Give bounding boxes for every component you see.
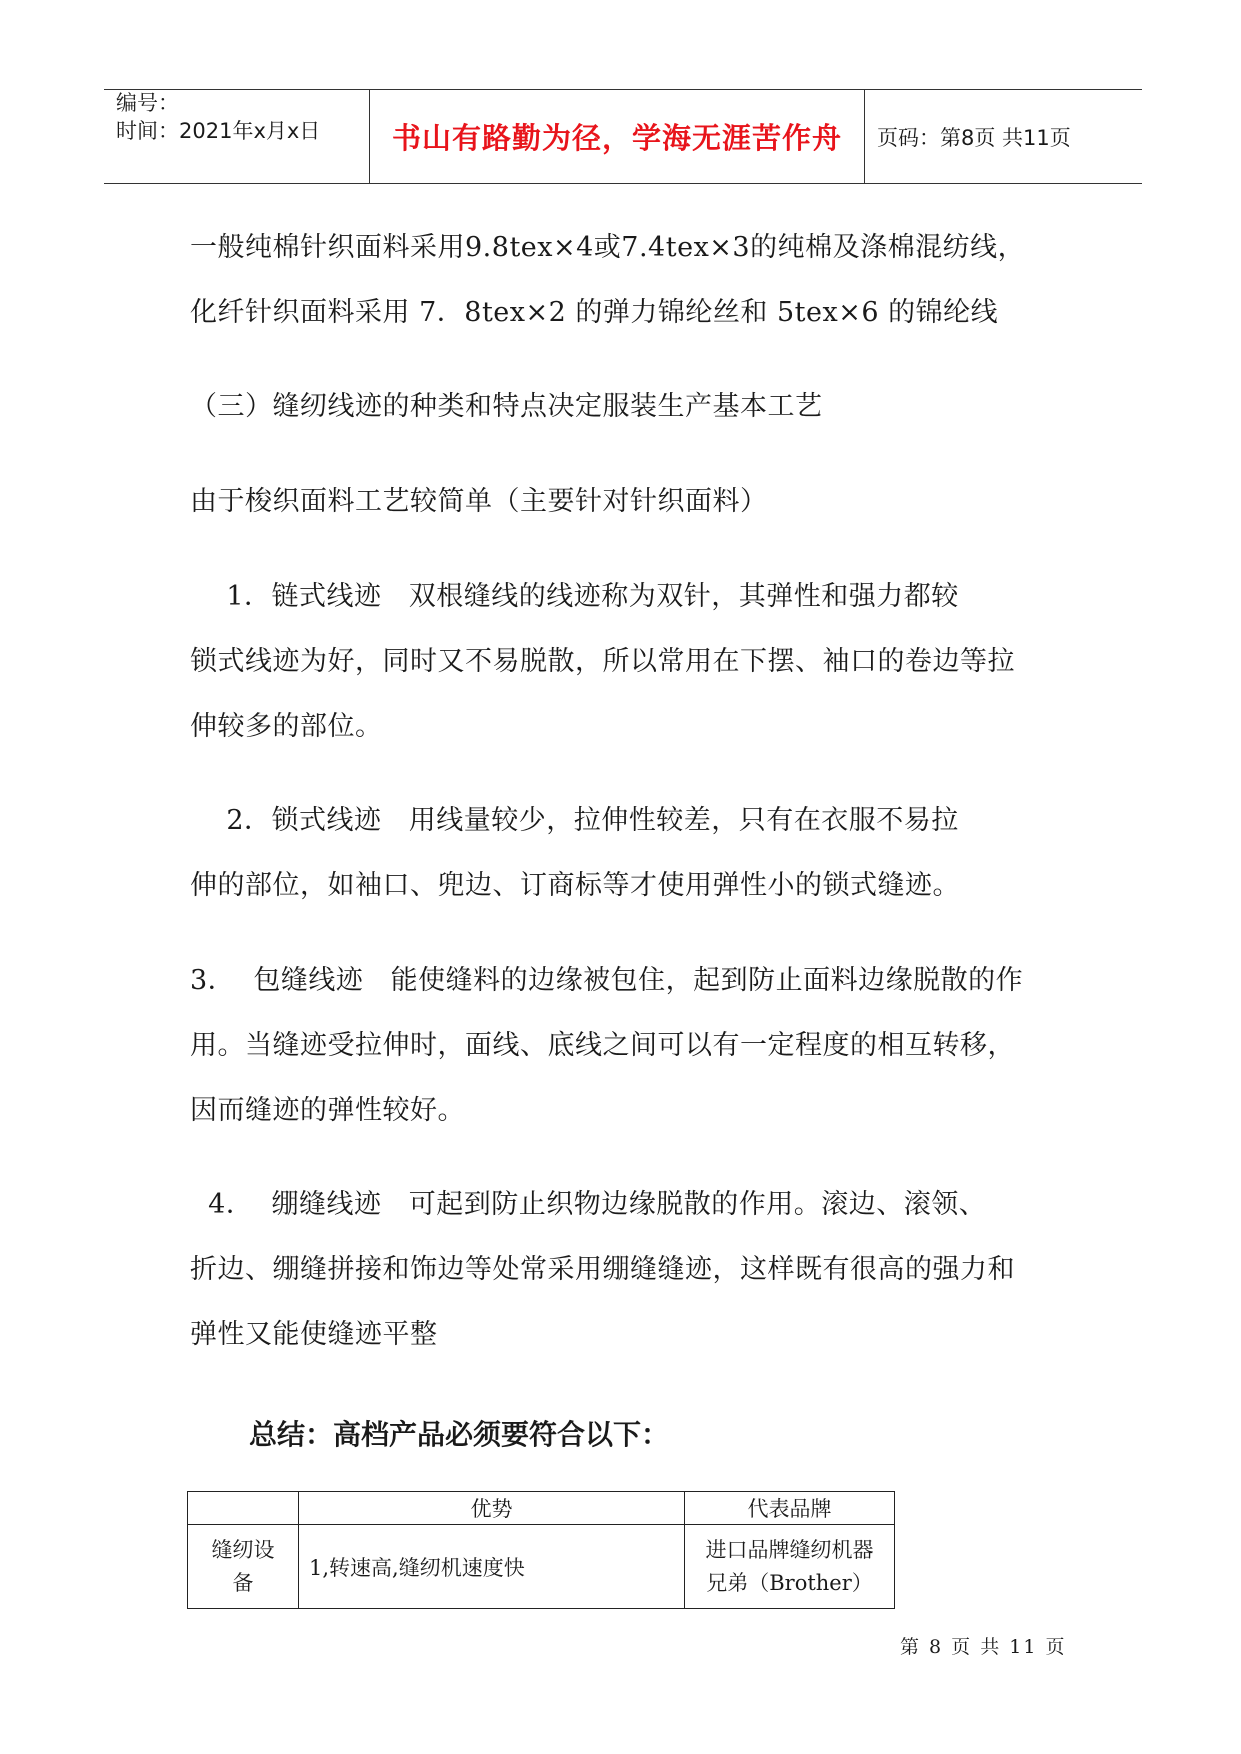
table-header-cell: 优势 bbox=[299, 1492, 685, 1525]
paragraph-line: 4． 绷缝线迹 可起到防止织物边缘脱散的作用。滚边、滚领、 bbox=[190, 1189, 987, 1220]
paragraph-line: 锁式线迹为好，同时又不易脱散，所以常用在下摆、袖口的卷边等拉 bbox=[190, 646, 1015, 677]
header-page-info bbox=[865, 90, 1142, 183]
table-cell-brand bbox=[685, 1525, 895, 1609]
category-text: 缝纫设备 bbox=[211, 1537, 275, 1595]
paragraph-line: 折边、绷缝拼接和饰边等处常采用绷缝缝迹，这样既有很高的强力和 bbox=[190, 1254, 1015, 1285]
paragraph-line: 用。当缝迹受拉伸时，面线、底线之间可以有一定程度的相互转移， bbox=[190, 1030, 1015, 1061]
table-header-row bbox=[188, 1492, 895, 1525]
table-cell-advantage: 1,转速高,缝纫机速度快 bbox=[299, 1525, 685, 1609]
time-label: 时间：2021年x月x日 bbox=[116, 119, 321, 143]
paragraph-line: 化纤针织面料采用 7．8tex×2 的弹力锦纶丝和 5tex×6 的锦纶线 bbox=[190, 297, 999, 328]
section-heading: （三）缝纫线迹的种类和特点决定服装生产基本工艺 bbox=[190, 391, 823, 422]
paragraph-line: 一般纯棉针织面料采用9.8tex×4或7.4tex×3的纯棉及涤棉混纺线， bbox=[190, 232, 1026, 263]
header-motto: 书山有路勤为径，学海无涯苦作舟 bbox=[369, 90, 865, 183]
page-label: 页码：第8页 共11页 bbox=[877, 125, 1071, 150]
paragraph-line: 1．链式线迹 双根缝线的线迹称为双针，其弹性和强力都较 bbox=[190, 581, 959, 612]
table-header-cell bbox=[188, 1492, 299, 1525]
paragraph-line: 因而缝迹的弹性较好。 bbox=[190, 1095, 465, 1126]
table-row bbox=[188, 1525, 895, 1609]
paragraph-line: 2．锁式线迹 用线量较少，拉伸性较差，只有在衣服不易拉 bbox=[190, 805, 959, 836]
brand-table bbox=[187, 1491, 895, 1609]
page-header bbox=[104, 89, 1142, 184]
table-header-cell: 代表品牌 bbox=[685, 1492, 895, 1525]
summary-heading: 总结：高档产品必须要符合以下： bbox=[249, 1418, 670, 1451]
page-footer: 第 8 页 共 11 页 bbox=[900, 1636, 1067, 1658]
paragraph-line: 3． 包缝线迹 能使缝料的边缘被包住，起到防止面料边缘脱散的作 bbox=[190, 965, 1024, 996]
paragraph-line: 伸较多的部位。 bbox=[190, 711, 383, 742]
header-meta bbox=[104, 90, 369, 183]
paragraph-line: 由于梭织面料工艺较简单（主要针对针织面料） bbox=[190, 486, 768, 517]
brand-line: 兄弟（Brother） bbox=[706, 1570, 873, 1595]
paragraph-line: 弹性又能使缝迹平整 bbox=[190, 1319, 438, 1350]
table-cell-category bbox=[188, 1525, 299, 1609]
number-label: 编号： bbox=[116, 91, 179, 115]
brand-line: 进口品牌缝纫机器 bbox=[705, 1537, 874, 1562]
paragraph-line: 伸的部位，如袖口、兜边、订商标等才使用弹性小的锁式缝迹。 bbox=[190, 870, 960, 901]
